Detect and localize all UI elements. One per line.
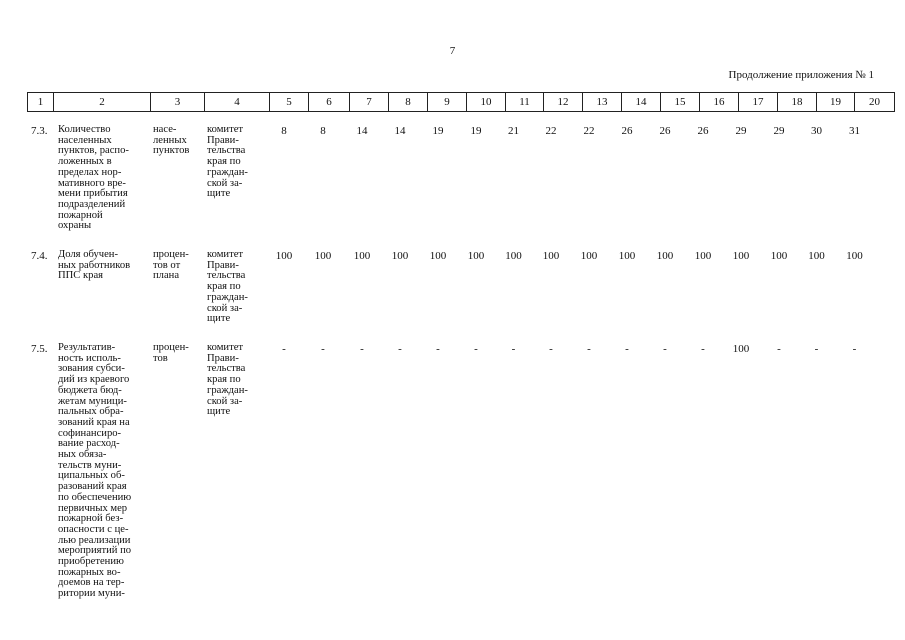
value-cell: 29 <box>773 125 785 137</box>
value-cell: 14 <box>394 125 406 137</box>
value-cell: 100 <box>808 250 825 262</box>
header-cell: 13 <box>583 93 622 112</box>
unit-of-measure: процен- тов от плана <box>153 249 189 282</box>
row-number: 7.3. <box>31 125 48 137</box>
value-cell: - <box>360 343 364 355</box>
value-cell: - <box>549 343 553 355</box>
header-cell: 18 <box>778 93 817 112</box>
header-cell: 2 <box>54 93 151 112</box>
header-cell: 1 <box>28 93 54 112</box>
value-cell: - <box>625 343 629 355</box>
continuation-label: Продолжение приложения № 1 <box>728 69 874 81</box>
value-cell: 8 <box>281 125 287 137</box>
value-cell: - <box>282 343 286 355</box>
header-cell: 20 <box>855 93 895 112</box>
value-cell: - <box>587 343 591 355</box>
value-cell: - <box>663 343 667 355</box>
value-cell: 100 <box>391 250 409 262</box>
value-cell: 100 <box>314 250 332 262</box>
header-cell: 4 <box>205 93 270 112</box>
value-cell: - <box>814 343 819 355</box>
indicator-name: Доля обучен- ных работников ППС края <box>58 249 131 282</box>
value-cell: 100 <box>846 250 863 262</box>
value-cell: 19 <box>432 125 444 137</box>
value-cell: 100 <box>429 250 447 262</box>
value-cell: 29 <box>735 125 747 137</box>
value-cell: 22 <box>583 125 595 137</box>
column-number-header <box>27 92 895 112</box>
value-cell: 19 <box>470 125 482 137</box>
indicator-name: Результатив- ность исполь- зования субси- дий из краевого бюджета бюд- жетам муници- пальных обра- зований края на софинансиро- вание расход- ных обяза- тельств муни- ципальных об- разований края по обеспечению первичных мер пожарной без- опасности с це- лью реализации мероприятий по приобретению пожарных во- доемов на тер- ритории муни- <box>58 342 132 600</box>
value-cell: - <box>398 343 402 355</box>
page-number: 7 <box>449 45 456 57</box>
unit-of-measure: насе- ленных пунктов <box>153 124 190 157</box>
value-cell: 14 <box>356 125 368 137</box>
value-cell: 100 <box>770 250 788 262</box>
value-cell: 100 <box>580 250 598 262</box>
value-cell: 100 <box>353 250 371 262</box>
value-cell: 31 <box>849 125 860 137</box>
header-cell: 9 <box>428 93 467 112</box>
value-cell: 21 <box>508 125 519 137</box>
value-cell: - <box>852 343 857 355</box>
value-cell: 30 <box>811 125 822 137</box>
header-cell: 11 <box>506 93 544 112</box>
header-cell: 14 <box>622 93 661 112</box>
indicator-name: Количество населенных пунктов, распо- ложенных в пределах нор- мативного вре- мени прибытия подразделений пожарной охраны <box>58 124 129 232</box>
row-number: 7.4. <box>31 250 48 262</box>
value-cell: 100 <box>618 250 636 262</box>
value-cell: 8 <box>320 125 326 137</box>
value-cell: 100 <box>656 250 674 262</box>
header-cell: 3 <box>151 93 205 112</box>
value-cell: - <box>511 343 516 355</box>
value-cell: 26 <box>697 125 709 137</box>
value-cell: 100 <box>505 250 522 262</box>
header-cell: 7 <box>350 93 389 112</box>
header-row <box>28 93 895 112</box>
value-cell: - <box>321 343 325 355</box>
value-cell: 100 <box>542 250 560 262</box>
value-cell: - <box>701 343 705 355</box>
value-cell: 22 <box>545 125 557 137</box>
value-cell: 26 <box>659 125 671 137</box>
header-cell: 19 <box>817 93 855 112</box>
header-cell: 5 <box>270 93 309 112</box>
value-cell: 100 <box>694 250 712 262</box>
value-cell: 100 <box>732 250 750 262</box>
responsible-body: комитет Прави- тельства края по граждан- ской за- щите <box>207 342 248 418</box>
header-cell: 8 <box>389 93 428 112</box>
value-cell: 26 <box>621 125 633 137</box>
value-cell: - <box>777 343 781 355</box>
value-cell: 100 <box>467 250 485 262</box>
header-cell: 10 <box>467 93 506 112</box>
responsible-body: комитет Прави- тельства края по граждан- ской за- щите <box>207 124 248 200</box>
value-cell: 100 <box>275 250 293 262</box>
unit-of-measure: процен- тов <box>153 342 189 364</box>
header-cell: 6 <box>309 93 350 112</box>
value-cell: - <box>436 343 440 355</box>
value-cell: 100 <box>732 343 750 355</box>
value-cell: - <box>474 343 478 355</box>
row-number: 7.5. <box>31 343 48 355</box>
header-cell: 12 <box>544 93 583 112</box>
header-cell: 17 <box>739 93 778 112</box>
header-cell: 16 <box>700 93 739 112</box>
responsible-body: комитет Прави- тельства края по граждан- ской за- щите <box>207 249 248 325</box>
header-cell: 15 <box>661 93 700 112</box>
